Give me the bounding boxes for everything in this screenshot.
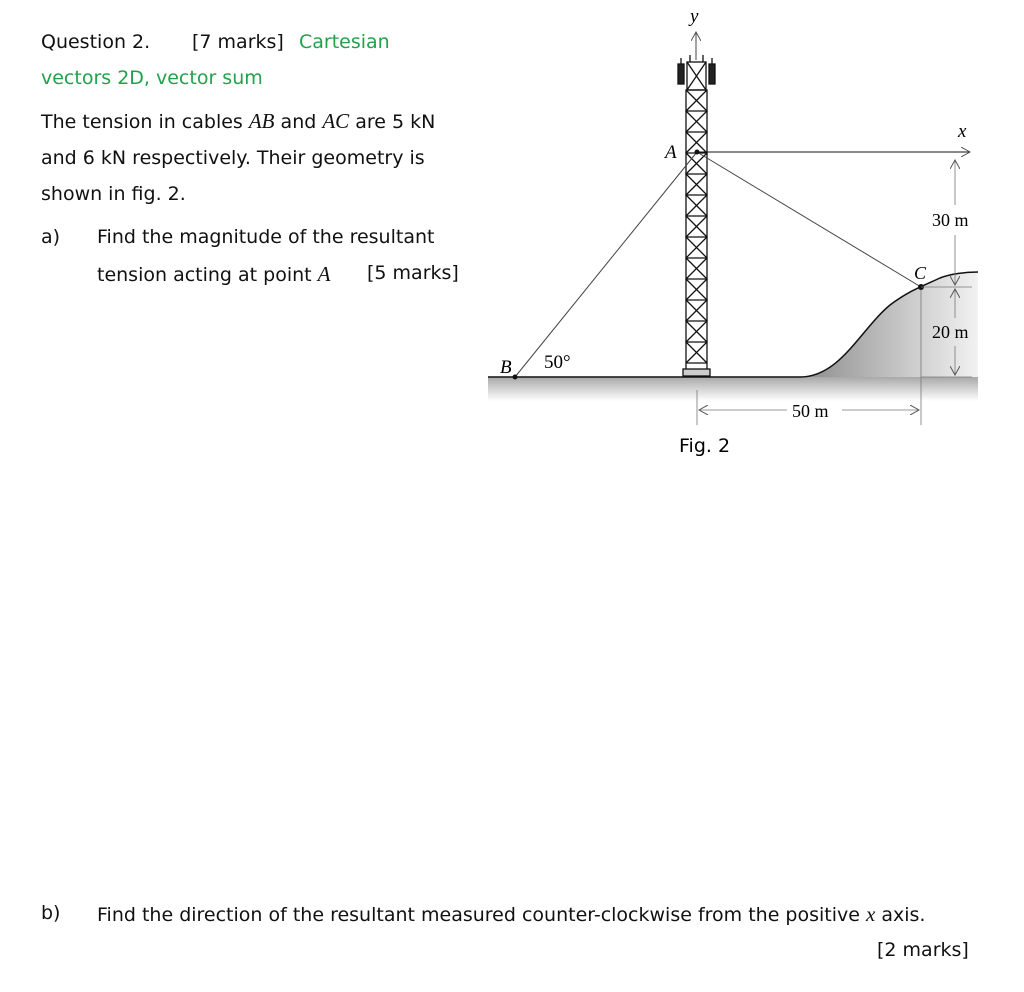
part-b-line	[97, 904, 925, 925]
part-a-text: tension acting at point	[97, 264, 318, 286]
axis-y-label: y	[690, 6, 699, 27]
part-b-marks: [2 marks]	[877, 939, 969, 961]
cable-ab	[515, 152, 697, 377]
point-a-ref: A	[317, 262, 331, 286]
dim-20-label: 20 m	[932, 322, 969, 342]
intro-text: and	[274, 111, 323, 133]
part-a-line-1: Find the magnitude of the resultant	[97, 226, 435, 248]
question-number: Question 2.	[41, 31, 151, 53]
cable-ab-label: AB	[248, 109, 275, 133]
question-marks: [7 marks]	[192, 31, 284, 53]
ground-shading	[488, 377, 978, 401]
intro-text: are 5 kN	[349, 111, 436, 133]
point-c-label: C	[914, 263, 927, 283]
axis-x-label: x	[958, 121, 967, 142]
dim-50-label: 50 m	[792, 401, 829, 421]
topic-line-1: Cartesian	[299, 31, 390, 53]
point-b-label: B	[500, 357, 512, 378]
point-a-label: A	[665, 142, 677, 163]
dim-30-label: 30 m	[932, 210, 969, 230]
topic-line-2: vectors 2D, vector sum	[41, 67, 263, 89]
point-a-dot	[695, 150, 700, 155]
figure-2-diagram	[485, 0, 985, 460]
point-b-dot	[513, 375, 518, 380]
tower	[678, 55, 715, 376]
intro-text: The tension in cables	[41, 111, 249, 133]
intro-line-1	[41, 111, 435, 132]
intro-line-2: and 6 kN respectively. Their geometry is	[41, 147, 425, 169]
part-b-text: axis.	[875, 904, 926, 926]
part-a-label: a)	[41, 226, 61, 248]
cable-ac-label: AC	[322, 109, 350, 133]
intro-line-3: shown in fig. 2.	[41, 183, 186, 205]
part-a-marks: [5 marks]	[367, 262, 459, 284]
angle-label: 50°	[544, 352, 571, 373]
cable-ac	[697, 152, 921, 287]
x-axis-ref: x	[866, 902, 876, 926]
part-b-text: Find the direction of the resultant measured counter-clockwise from the positive	[97, 904, 866, 926]
figure-caption: Fig. 2	[679, 435, 731, 457]
part-b-label: b)	[41, 902, 61, 924]
part-a-line-2	[97, 264, 330, 285]
